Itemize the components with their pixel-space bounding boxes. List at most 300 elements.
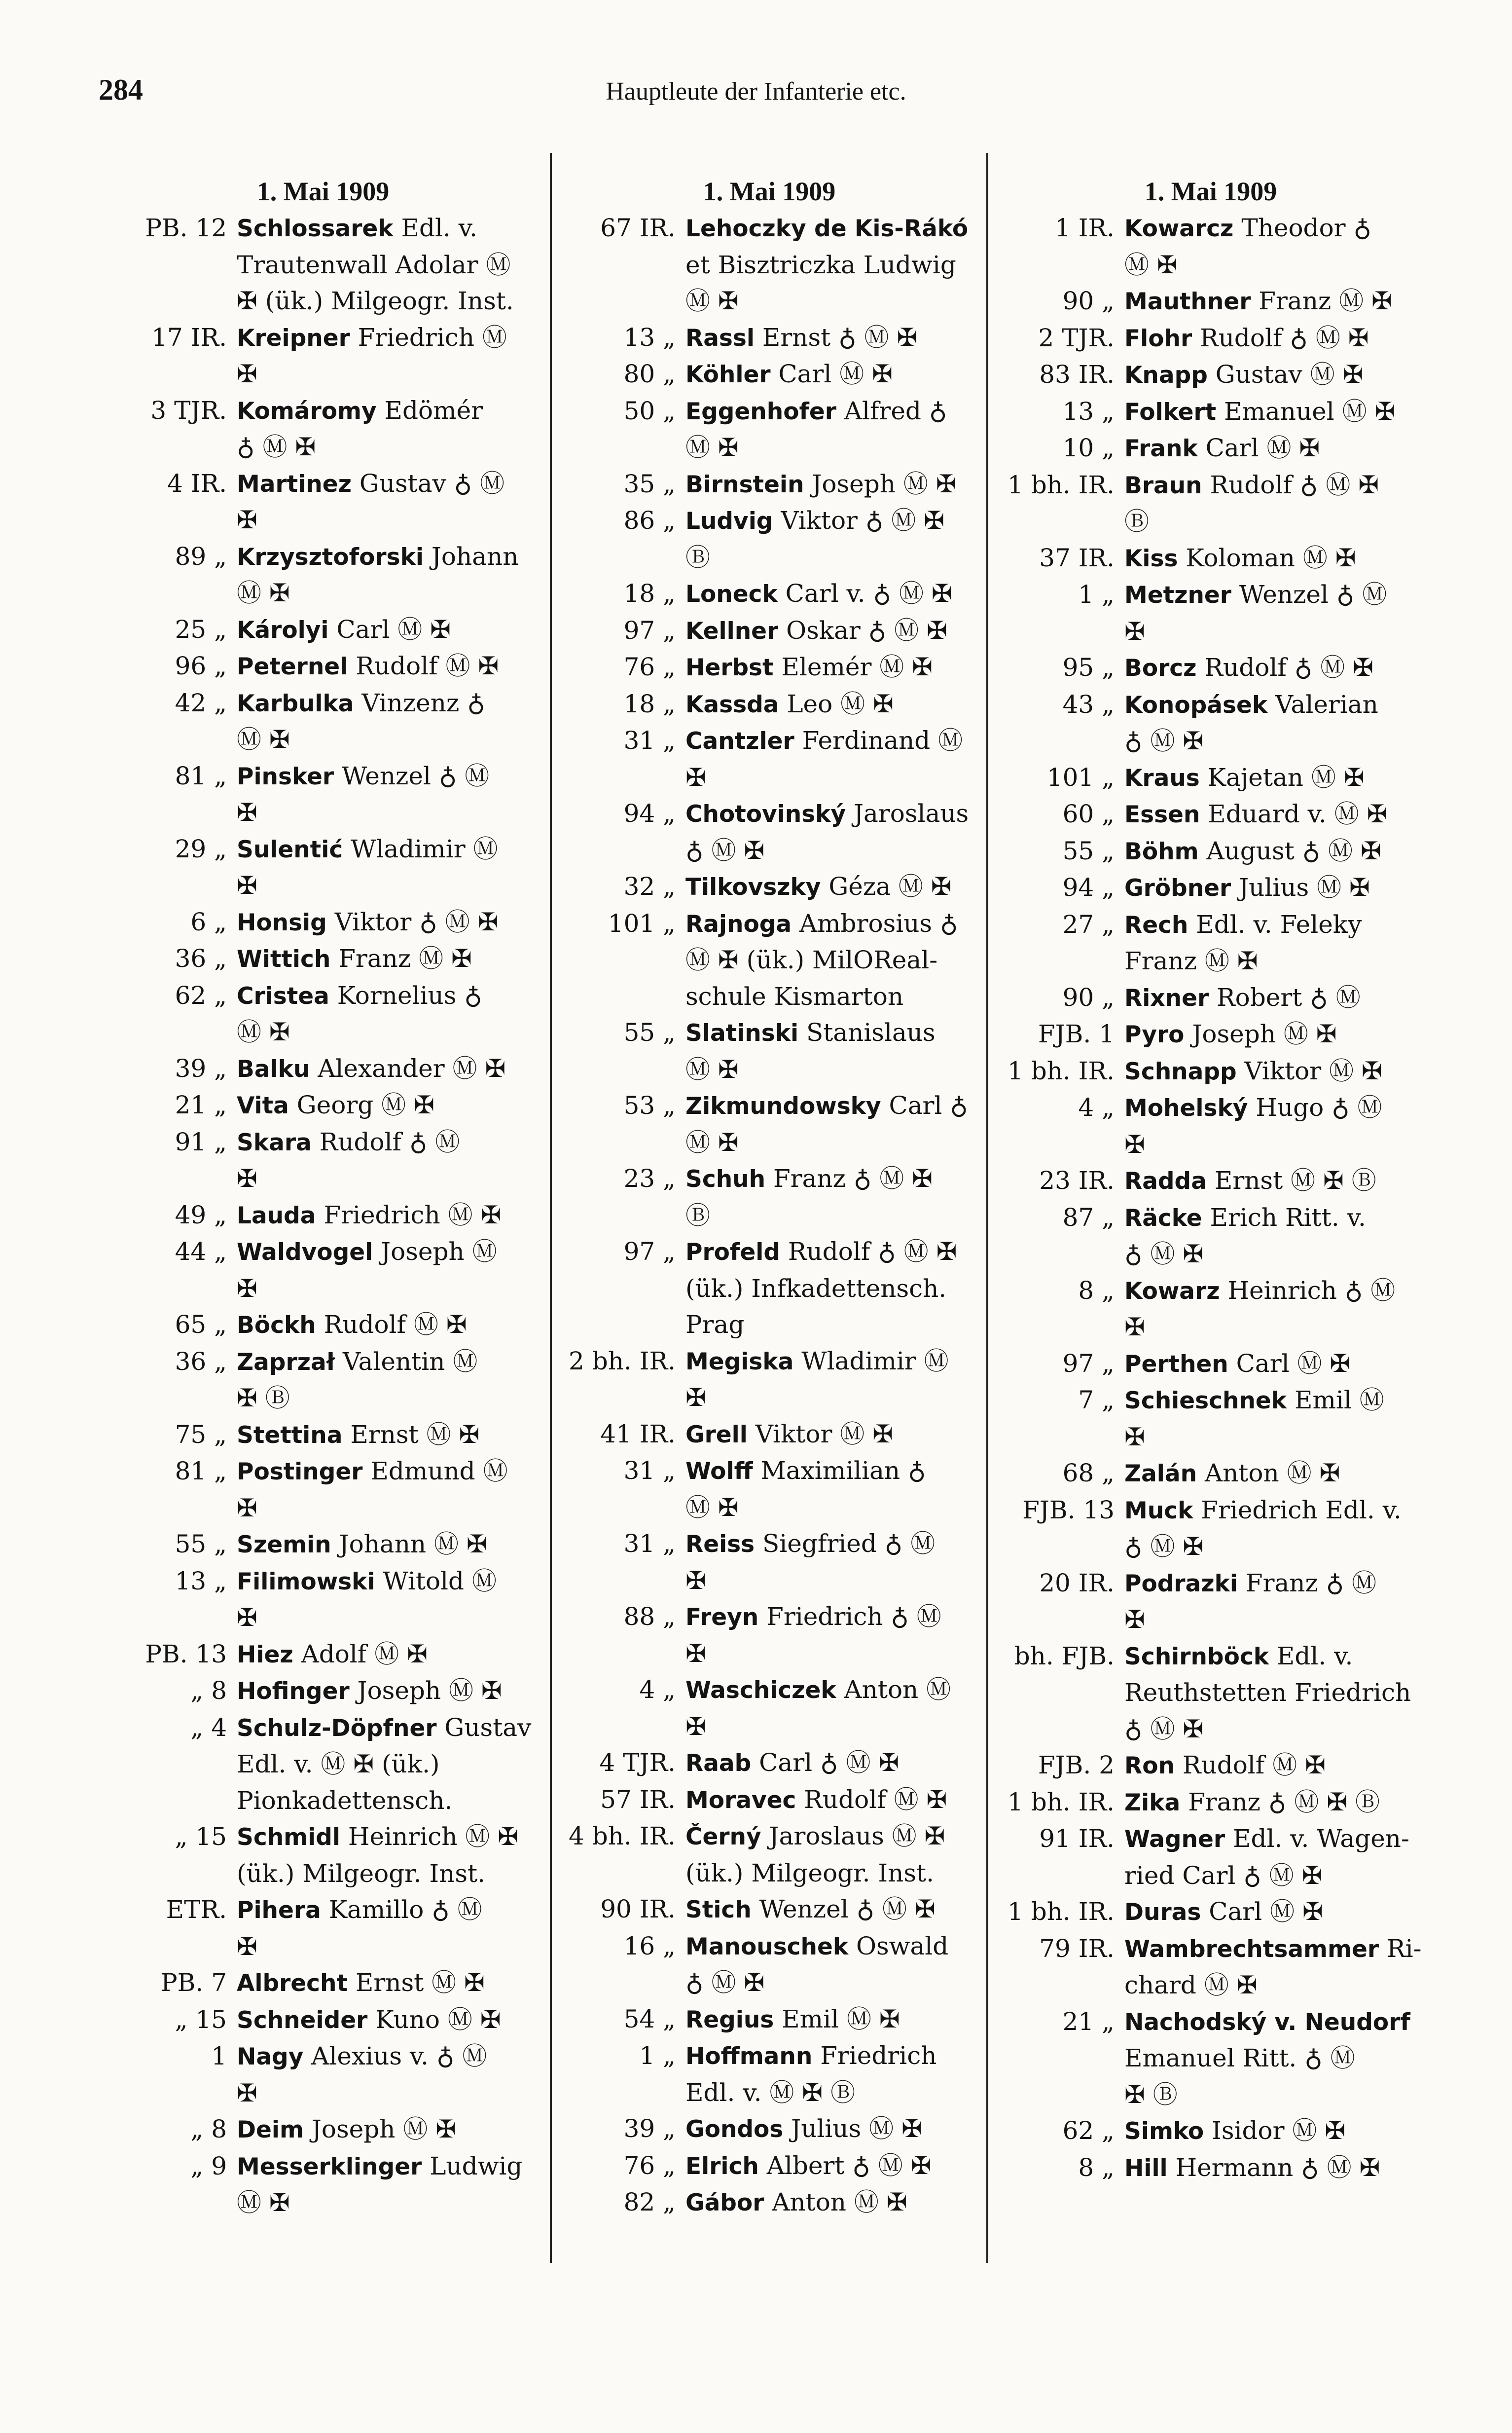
surname: Kreipner xyxy=(237,324,350,352)
list-item xyxy=(996,796,1425,833)
entry-text xyxy=(685,1782,979,1819)
entry-details: et Bisztriczka Ludwig Ⓜ ✠ xyxy=(685,250,956,315)
entry-details: Wenzel ♁ Ⓜ ✠ xyxy=(1124,580,1387,646)
surname: Zaprzał xyxy=(237,1348,335,1376)
surname: Eggenhofer xyxy=(685,398,836,425)
entry-text xyxy=(1124,687,1425,760)
surname: Skara xyxy=(237,1129,312,1156)
entry-text xyxy=(1124,1931,1425,2004)
unit-code: 62 „ xyxy=(175,981,227,1010)
entry-details: Joseph Ⓜ ✠ xyxy=(237,1237,497,1303)
list-item xyxy=(560,613,979,650)
entry-details: Viktor ♁ Ⓜ ✠ Ⓑ xyxy=(685,506,945,572)
entry-details: Oskar ♁ Ⓜ ✠ xyxy=(778,616,947,645)
surname: Filimowski xyxy=(237,1568,375,1595)
surname: Birnstein xyxy=(685,471,804,498)
entry-details: Anton Ⓜ ✠ xyxy=(685,1675,951,1741)
surname: Radda xyxy=(1124,1168,1207,1195)
entry-text xyxy=(237,1673,540,1710)
surname: Slatinski xyxy=(685,1020,799,1047)
unit-code: 3 TJR. xyxy=(150,396,227,425)
entry-details: Franz Ⓜ ✠ xyxy=(1251,287,1392,315)
list-item xyxy=(106,466,540,539)
surname: Zikmundowsky xyxy=(685,1093,881,1120)
unit-code: 49 „ xyxy=(175,1200,227,1229)
list-item xyxy=(996,870,1425,907)
entry-text xyxy=(237,685,540,758)
list-item xyxy=(106,1892,540,1965)
list-item xyxy=(106,2111,540,2148)
list-item xyxy=(106,978,540,1051)
unit-code: 10 „ xyxy=(1062,434,1115,462)
entry-details: Emanuel Ⓜ ✠ xyxy=(1216,397,1396,426)
unit-code: PB. 12 xyxy=(145,214,227,242)
unit-code: 35 „ xyxy=(623,469,676,498)
list-item xyxy=(560,2038,979,2111)
unit-code: 1 bh. IR. xyxy=(1008,1056,1115,1085)
entry-details: Ambrosius ♁ Ⓜ ✠ (ük.) MilOReal- schule Kismarton xyxy=(685,909,958,1011)
surname: Károlyi xyxy=(237,616,329,644)
unit-code: FJB. 13 xyxy=(1022,1495,1115,1524)
unit-code: 25 „ xyxy=(175,615,227,644)
list-item xyxy=(560,2111,979,2148)
entry-text xyxy=(685,1453,979,1526)
unit-code: 1 xyxy=(211,2042,227,2070)
list-item xyxy=(560,576,979,613)
list-item xyxy=(106,320,540,393)
surname: Metzner xyxy=(1124,582,1231,609)
unit-code: 97 „ xyxy=(623,1237,676,1266)
unit-code: ETR. xyxy=(166,1895,227,1924)
unit-code: 43 „ xyxy=(1062,690,1115,719)
entry-details: Joseph Ⓜ ✠ xyxy=(1184,1020,1337,1048)
entry-text xyxy=(237,2038,540,2111)
list-item xyxy=(560,2184,979,2221)
list-item xyxy=(996,1382,1425,1455)
surname: Krzysztoforski xyxy=(237,543,424,571)
entry-text xyxy=(1124,1747,1425,1784)
surname: Schmidl xyxy=(237,1824,341,1851)
unit-code: 76 „ xyxy=(623,2151,676,2180)
surname: Folkert xyxy=(1124,398,1217,426)
entry-details: Edl. v. Wagen- ried Carl ♁ Ⓜ ✠ xyxy=(1124,1824,1409,1890)
list-item xyxy=(996,320,1425,357)
entry-details: Heinrich Ⓜ ✠ (ük.) Milgeogr. Inst. xyxy=(237,1822,519,1888)
entry-text xyxy=(685,393,979,466)
entry-details: Rudolf Ⓜ ✠ xyxy=(316,1310,467,1339)
list-item xyxy=(996,1200,1425,1273)
entry-details: Vinzenz ♁ Ⓜ ✠ xyxy=(237,688,485,754)
entry-details: Carl ♁ Ⓜ ✠ xyxy=(685,1091,968,1157)
list-item xyxy=(560,1526,979,1599)
list-item xyxy=(560,796,979,869)
entry-details: Heinrich ♁ Ⓜ ✠ xyxy=(1124,1276,1396,1341)
list-item xyxy=(106,393,540,466)
entry-details: Hugo ♁ Ⓜ ✠ xyxy=(1124,1093,1382,1159)
entry-details: Leo Ⓜ ✠ xyxy=(779,689,894,718)
list-item xyxy=(996,467,1425,540)
entry-details: Edl. v. Reuthstetten Friedrich ♁ Ⓜ ✠ xyxy=(1124,1641,1411,1743)
surname: Pyro xyxy=(1124,1021,1185,1048)
surname: Hill xyxy=(1124,2154,1168,2182)
entry-text xyxy=(685,2111,979,2148)
unit-code: PB. 7 xyxy=(161,1968,227,1997)
surname: Rajnoga xyxy=(685,910,792,938)
entry-text xyxy=(237,904,540,941)
entry-text xyxy=(685,1672,979,1745)
unit-code: 23 „ xyxy=(623,1164,676,1193)
unit-code: 8 „ xyxy=(1078,1276,1115,1305)
surname: Simko xyxy=(1124,2118,1204,2145)
entry-details: Carl Ⓜ ✠ xyxy=(1197,434,1320,462)
list-item xyxy=(106,1673,540,1710)
entry-list xyxy=(560,210,979,2221)
entry-text xyxy=(1124,357,1425,394)
list-item xyxy=(106,1124,540,1197)
unit-code: 55 „ xyxy=(623,1018,676,1047)
surname: Wagner xyxy=(1124,1826,1225,1853)
list-item xyxy=(996,1821,1425,1894)
surname: Černý xyxy=(685,1823,761,1850)
entry-details: Carl v. ♁ Ⓜ ✠ xyxy=(777,579,952,608)
entry-text xyxy=(1124,1163,1425,1200)
surname: Schuh xyxy=(685,1166,766,1193)
list-item xyxy=(106,612,540,649)
surname: Schieschnek xyxy=(1124,1387,1287,1414)
list-item xyxy=(106,1965,540,2002)
unit-code: 18 „ xyxy=(623,579,676,608)
surname: Gondos xyxy=(685,2116,784,2143)
entry-details: Georg Ⓜ ✠ xyxy=(288,1091,434,1119)
entry-text xyxy=(685,1818,979,1891)
surname: Duras xyxy=(1124,1899,1201,1926)
unit-code: 44 „ xyxy=(175,1237,227,1266)
entry-text xyxy=(685,1891,979,1928)
unit-code: 65 „ xyxy=(175,1310,227,1339)
surname: Albrecht xyxy=(237,1970,348,1997)
unit-code: 23 IR. xyxy=(1039,1166,1115,1195)
entry-details: Hermann ♁ Ⓜ ✠ xyxy=(1167,2153,1380,2182)
unit-code: „ 15 xyxy=(175,1822,227,1851)
entry-text xyxy=(237,612,540,649)
entry-text xyxy=(685,2001,979,2038)
unit-code: „ 9 xyxy=(190,2151,227,2180)
surname: Köhler xyxy=(685,361,771,388)
surname: Hiez xyxy=(237,1641,293,1668)
list-item xyxy=(560,1453,979,1526)
list-item xyxy=(560,356,979,393)
unit-code: 82 „ xyxy=(623,2188,676,2216)
list-item xyxy=(560,1782,979,1819)
surname: Komáromy xyxy=(237,397,377,425)
entry-details: Alexius v. ♁ Ⓜ ✠ xyxy=(237,2042,487,2107)
unit-code: 79 IR. xyxy=(1039,1934,1115,1963)
entry-details: Ernst Ⓜ ✠ xyxy=(342,1420,480,1449)
unit-code: 39 „ xyxy=(623,2114,676,2143)
entry-details: Rudolf Ⓜ ✠ xyxy=(348,652,499,680)
entry-text xyxy=(685,1928,979,2001)
surname: Freyn xyxy=(685,1604,759,1631)
unit-code: FJB. 1 xyxy=(1038,1020,1115,1048)
list-item xyxy=(996,1163,1425,1200)
list-item xyxy=(106,1636,540,1673)
column-divider xyxy=(986,153,988,2263)
entry-text xyxy=(1124,980,1425,1017)
surname: Szemin xyxy=(237,1531,331,1558)
surname: Deim xyxy=(237,2116,304,2143)
entry-text xyxy=(237,1344,540,1417)
entry-text xyxy=(685,2184,979,2221)
entry-details: Alfred ♁ Ⓜ ✠ xyxy=(685,396,947,462)
unit-code: 36 „ xyxy=(175,944,227,973)
entry-text xyxy=(237,941,540,978)
unit-code: 75 „ xyxy=(175,1420,227,1449)
unit-code: 2 TJR. xyxy=(1038,323,1115,352)
entry-details: Ernst Ⓜ ✠ xyxy=(347,1968,485,1997)
entry-list xyxy=(996,210,1425,2186)
list-item xyxy=(106,2038,540,2111)
list-item xyxy=(106,904,540,941)
entry-details: Emanuel Ritt. ♁ Ⓜ ✠ Ⓑ xyxy=(1124,2044,1355,2109)
entry-details: Erich Ritt. v. ♁ Ⓜ ✠ xyxy=(1124,1203,1366,1268)
list-item xyxy=(106,1710,540,1819)
entry-text xyxy=(1124,1346,1425,1383)
entry-text xyxy=(1124,870,1425,907)
surname: Rassl xyxy=(685,324,755,352)
surname: Rech xyxy=(1124,911,1188,939)
entry-details: Ernst ♁ Ⓜ ✠ xyxy=(754,323,918,352)
unit-code: 94 „ xyxy=(1062,873,1115,902)
surname: Pihera xyxy=(237,1897,321,1924)
surname: Kassda xyxy=(685,691,779,718)
unit-code: 29 „ xyxy=(175,834,227,863)
entry-text xyxy=(1124,2004,1425,2113)
unit-code: 36 „ xyxy=(175,1347,227,1376)
surname: Mohelský xyxy=(1124,1095,1248,1122)
unit-code: 17 IR. xyxy=(151,323,227,352)
list-item xyxy=(560,686,979,723)
entry-text xyxy=(685,1745,979,1782)
entry-text xyxy=(1124,2113,1425,2150)
entry-details: Viktor ♁ Ⓜ ✠ xyxy=(326,907,499,936)
list-item xyxy=(996,283,1425,320)
entry-details: Kajetan Ⓜ ✠ xyxy=(1199,763,1365,792)
entry-text xyxy=(237,1197,540,1234)
unit-code: 80 „ xyxy=(623,360,676,388)
entry-details: Gustav Ⓜ ✠ xyxy=(1207,360,1364,389)
unit-code: 4 TJR. xyxy=(599,1748,676,1777)
unit-code: 13 „ xyxy=(175,1566,227,1595)
entry-text xyxy=(237,758,540,831)
surname: Gábor xyxy=(685,2189,764,2216)
entry-text xyxy=(237,1417,540,1454)
entry-details: Theodor ♁ Ⓜ ✠ xyxy=(1124,214,1372,279)
list-item xyxy=(560,1928,979,2001)
entry-details: Edl. v. Feleky Franz Ⓜ ✠ xyxy=(1124,910,1362,975)
list-item xyxy=(106,1087,540,1124)
unit-code: 1 IR. xyxy=(1055,214,1115,242)
entry-details: Rudolf ♁ Ⓜ ✠ xyxy=(1192,323,1369,352)
entry-text xyxy=(685,613,979,650)
unit-code: 83 IR. xyxy=(1039,360,1115,389)
entry-text xyxy=(1124,796,1425,833)
list-item xyxy=(106,758,540,831)
entry-text xyxy=(1124,1053,1425,1090)
entry-details: Kamillo ♁ Ⓜ ✠ xyxy=(237,1895,482,1961)
entry-details: Viktor Ⓜ ✠ xyxy=(1236,1056,1382,1085)
entry-text xyxy=(1124,833,1425,870)
entry-text xyxy=(1124,1090,1425,1163)
list-item xyxy=(996,1273,1425,1346)
entry-text xyxy=(1124,2150,1425,2187)
entry-text xyxy=(685,649,979,686)
list-item xyxy=(560,1015,979,1088)
unit-code: 91 „ xyxy=(175,1127,227,1156)
surname: Hoffmann xyxy=(685,2043,813,2070)
entry-details: Ferdinand Ⓜ ✠ xyxy=(685,726,963,792)
list-item xyxy=(106,1453,540,1526)
surname: Essen xyxy=(1124,801,1200,828)
unit-code: 87 „ xyxy=(1062,1203,1115,1232)
surname: Grell xyxy=(685,1421,748,1448)
surname: Borcz xyxy=(1124,655,1197,682)
surname: Cristea xyxy=(237,982,329,1010)
unit-code: 101 „ xyxy=(1046,763,1115,792)
entry-details: Ri- chard Ⓜ ✠ xyxy=(1124,1934,1422,1999)
list-item xyxy=(106,1526,540,1563)
list-item xyxy=(560,503,979,576)
list-item xyxy=(560,1672,979,1745)
surname: Moravec xyxy=(685,1786,796,1814)
unit-code: 89 „ xyxy=(175,542,227,571)
surname: Ron xyxy=(1124,1752,1175,1779)
entry-details: Friedrich Ⓜ ✠ xyxy=(316,1200,502,1229)
entry-text xyxy=(685,576,979,613)
list-item xyxy=(106,1417,540,1454)
list-item xyxy=(996,760,1425,797)
entry-details: Johann Ⓜ ✠ xyxy=(331,1530,487,1558)
surname: Braun xyxy=(1124,472,1202,499)
list-item xyxy=(996,1053,1425,1090)
unit-code: 62 „ xyxy=(1062,2116,1115,2145)
surname: Loneck xyxy=(685,581,778,608)
unit-code: 13 „ xyxy=(623,323,676,352)
list-item xyxy=(106,941,540,978)
entry-details: Stanislaus Ⓜ ✠ xyxy=(685,1018,936,1084)
entry-text xyxy=(685,1416,979,1453)
surname: Kowarz xyxy=(1124,1277,1220,1305)
unit-code: 4 „ xyxy=(639,1675,676,1704)
list-item xyxy=(996,1016,1425,1053)
list-item xyxy=(106,1563,540,1636)
entry-text xyxy=(685,906,979,1015)
entry-details: Anton Ⓜ ✠ xyxy=(764,2188,907,2216)
list-item xyxy=(560,1745,979,1782)
surname: Wambrechtsammer xyxy=(1124,1935,1379,1963)
entry-text xyxy=(685,466,979,503)
unit-code: 50 „ xyxy=(623,396,676,425)
unit-code: 97 „ xyxy=(1062,1349,1115,1378)
column-1 xyxy=(106,173,540,2221)
entry-text xyxy=(237,210,540,320)
entry-text xyxy=(237,1051,540,1088)
unit-code: 91 IR. xyxy=(1039,1824,1115,1853)
surname: Frank xyxy=(1124,435,1198,462)
entry-details: Alexander Ⓜ ✠ xyxy=(310,1054,506,1083)
list-item xyxy=(996,1784,1425,1821)
entry-details: Julius Ⓜ ✠ xyxy=(1231,873,1370,902)
entry-details: Carl ♁ Ⓜ ✠ xyxy=(751,1748,900,1777)
list-item xyxy=(996,1894,1425,1931)
entry-text xyxy=(685,1161,979,1234)
list-item xyxy=(106,1819,540,1892)
entry-details: Rudolf ♁ Ⓜ ✠ Ⓑ xyxy=(1124,470,1379,536)
unit-code: 42 „ xyxy=(175,688,227,717)
column-divider xyxy=(550,153,552,2263)
unit-code: 60 „ xyxy=(1062,800,1115,828)
entry-details: Jaroslaus ♁ Ⓜ ✠ xyxy=(685,799,969,865)
list-item xyxy=(996,540,1425,577)
surname: Perthen xyxy=(1124,1350,1228,1378)
unit-code: 1 bh. IR. xyxy=(1008,1897,1115,1926)
unit-code: 6 „ xyxy=(190,907,227,936)
entry-text xyxy=(237,2002,540,2039)
entry-text xyxy=(237,1453,540,1526)
unit-code: 76 „ xyxy=(623,653,676,681)
entry-text xyxy=(1124,1016,1425,1053)
unit-code: 37 IR. xyxy=(1039,543,1115,572)
entry-text xyxy=(237,1892,540,1965)
entry-text xyxy=(685,1015,979,1088)
list-item xyxy=(106,685,540,758)
list-item xyxy=(560,1161,979,1234)
list-item xyxy=(106,1307,540,1344)
list-item xyxy=(560,1088,979,1161)
surname: Mauthner xyxy=(1124,288,1251,315)
surname: Profeld xyxy=(685,1239,780,1266)
entry-details: Emil Ⓜ ✠ xyxy=(774,2004,900,2033)
entry-details: Eduard v. Ⓜ ✠ xyxy=(1200,800,1388,828)
entry-details: Valerian ♁ Ⓜ ✠ xyxy=(1124,690,1378,755)
surname: Kiss xyxy=(1124,545,1178,572)
entry-details: Elemér Ⓜ ✠ xyxy=(773,653,933,681)
unit-code: 101 „ xyxy=(608,909,676,938)
entry-text xyxy=(1124,394,1425,431)
unit-code: 95 „ xyxy=(1062,653,1115,682)
unit-code: „ 8 xyxy=(190,2115,227,2143)
surname: Rixner xyxy=(1124,984,1209,1012)
surname: Schlossarek xyxy=(237,215,394,242)
entry-text xyxy=(237,831,540,904)
unit-code: 2 bh. IR. xyxy=(569,1346,676,1375)
surname: Ludvig xyxy=(685,508,773,535)
entry-details: Oswald ♁ Ⓜ ✠ xyxy=(685,1931,949,1997)
entry-text xyxy=(1124,1200,1425,1273)
entry-details: Franz ♁ Ⓜ ✠ xyxy=(1124,1568,1377,1634)
entry-details: Edömér ♁ Ⓜ ✠ xyxy=(237,396,483,461)
entry-text xyxy=(237,1965,540,2002)
unit-code: 90 IR. xyxy=(600,1895,676,1923)
surname: Zalán xyxy=(1124,1460,1197,1487)
list-item xyxy=(996,1747,1425,1784)
entry-details: Géza Ⓜ ✠ xyxy=(821,872,952,901)
list-item xyxy=(106,2002,540,2039)
entry-text xyxy=(1124,650,1425,687)
entry-text xyxy=(237,393,540,466)
surname: Messerklinger xyxy=(237,2153,422,2180)
unit-code: 27 „ xyxy=(1062,910,1115,939)
unit-code: 1 bh. IR. xyxy=(1008,1787,1115,1816)
